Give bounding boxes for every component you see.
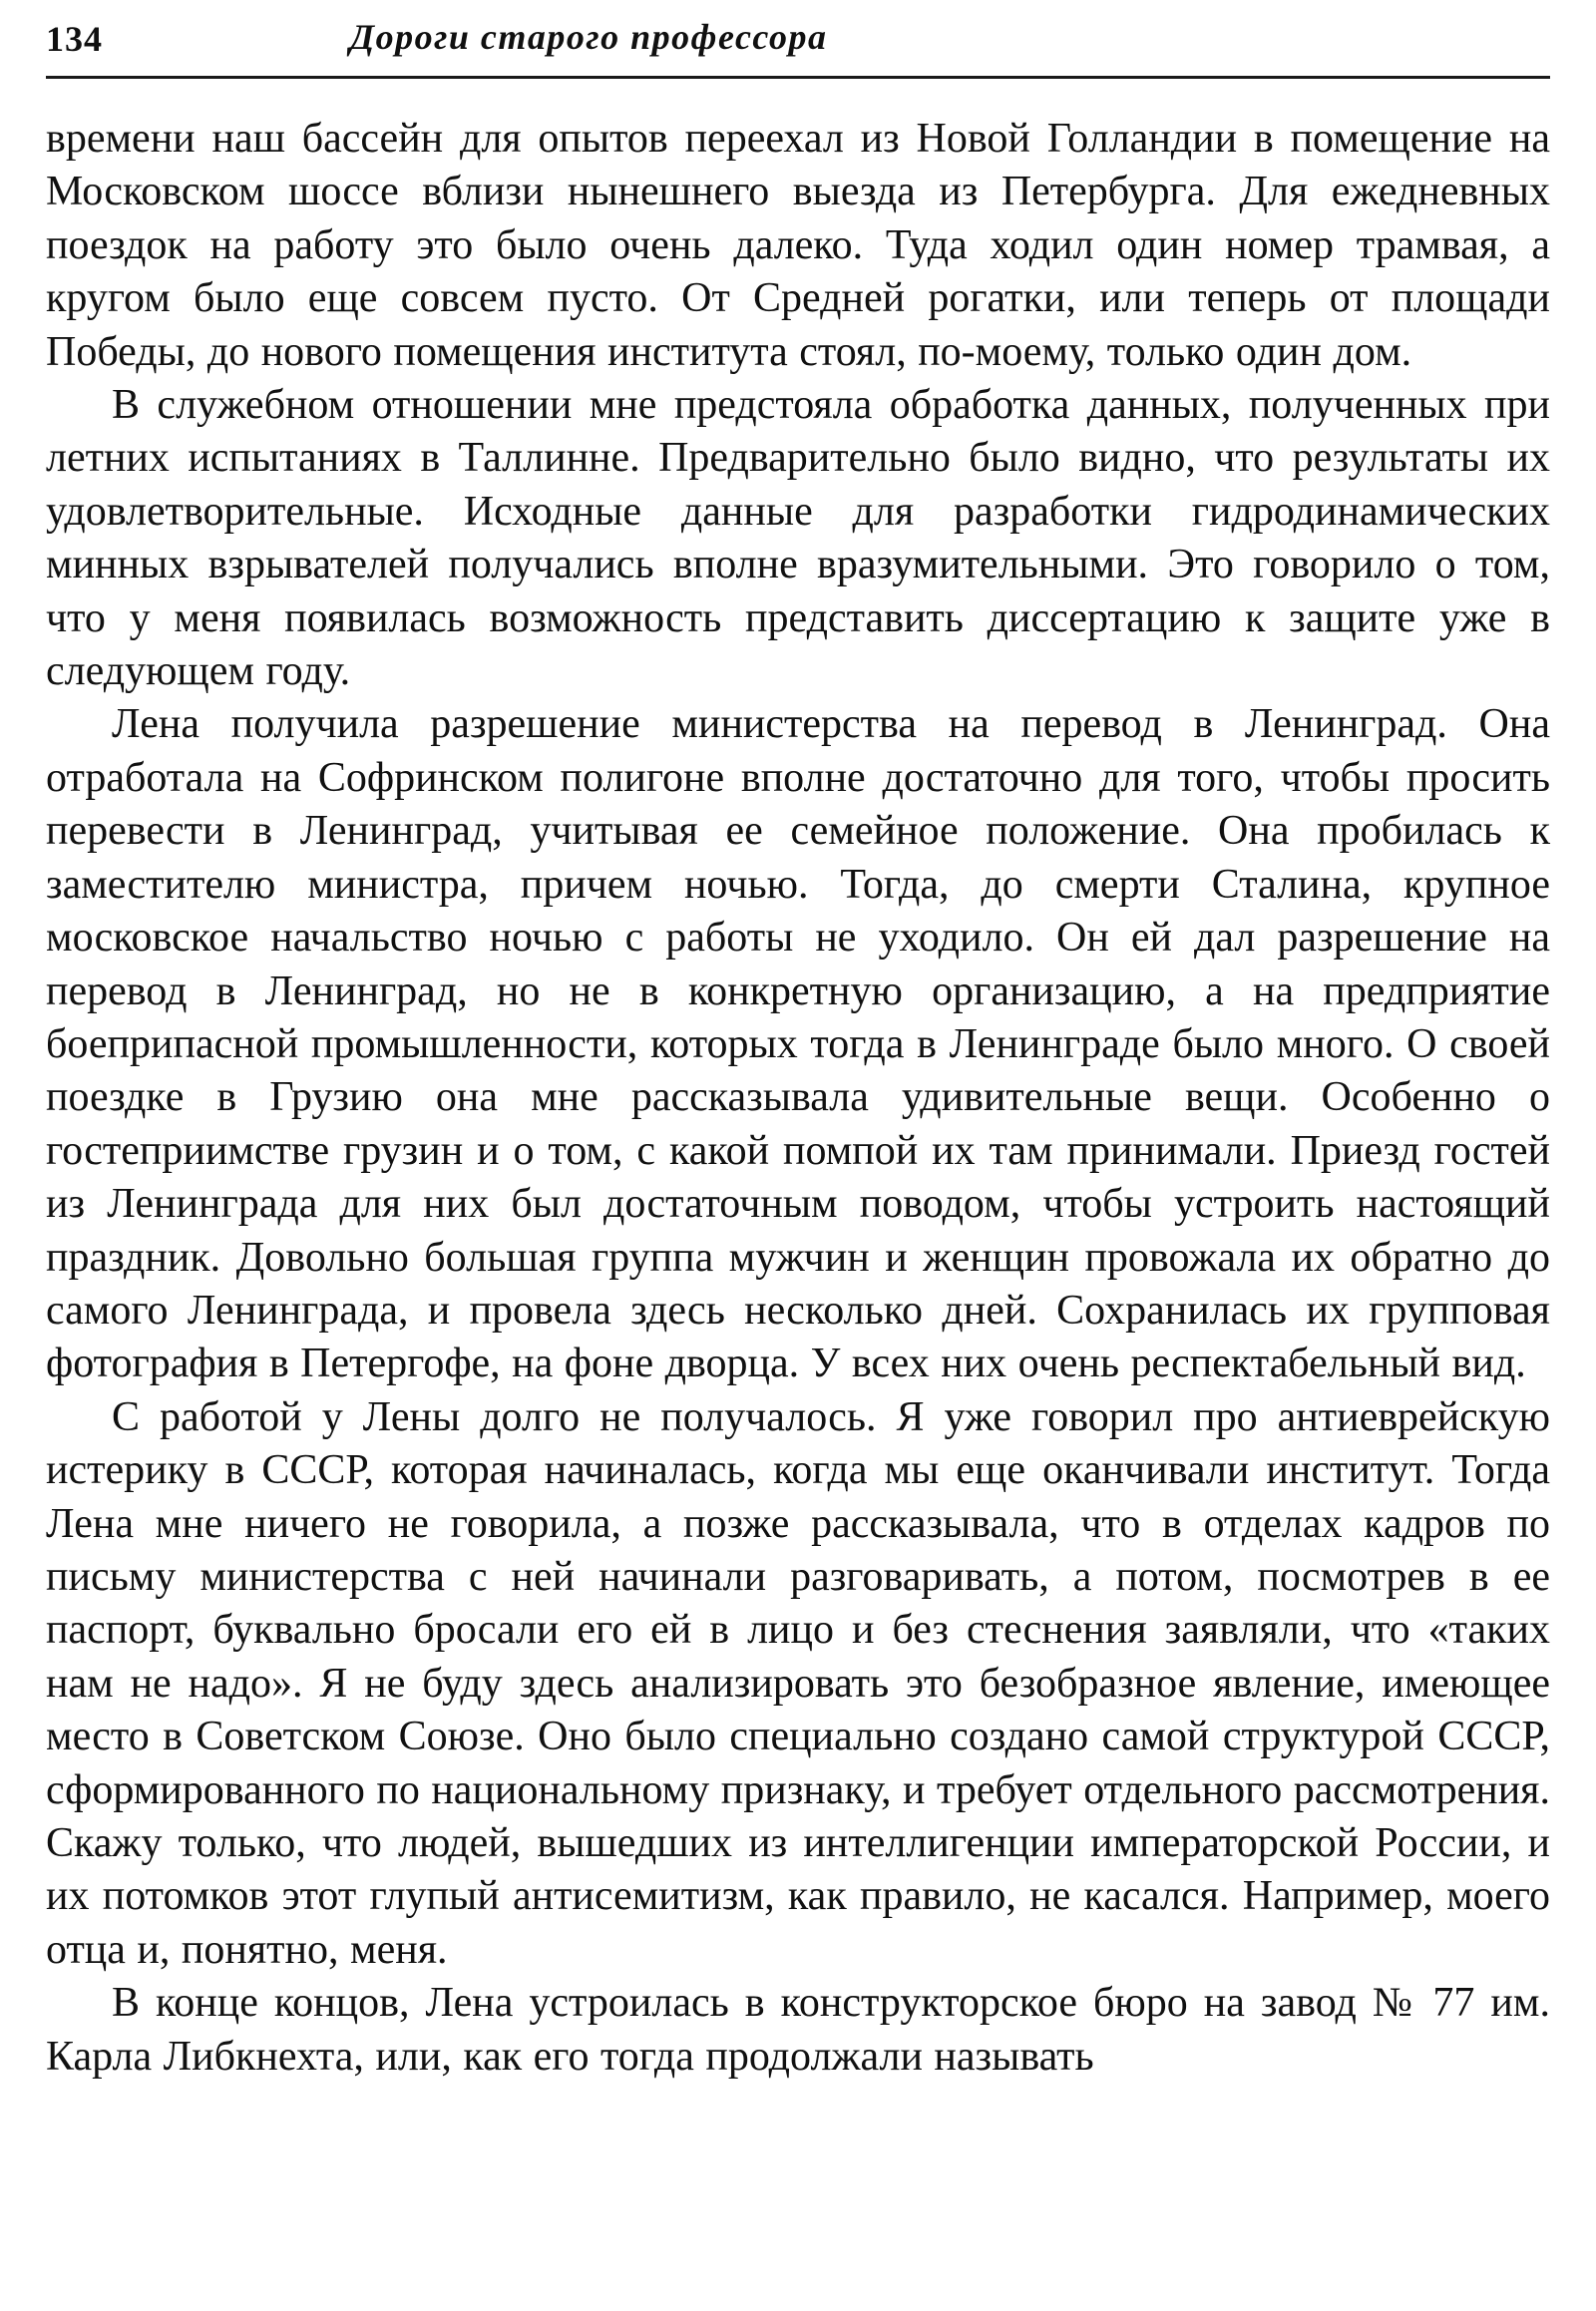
page-number: 134 xyxy=(46,19,103,59)
header-rule xyxy=(46,76,1550,79)
paragraph-3: Лена получила разрешение министерства на перевод в Ленинград. Она отработала на Софринском полигоне вполне достаточно для того, чтобы просить перевести в Ленинград, учитывая ее семейное положение. Она пробилась к заместителю министра, причем ночью. Тогда, до смерти Сталина, крупное московское начальство ночью с работы не уходило. Он ей дал разрешение на перевод в Ленинград, но не в конкретную организацию, а на предприятие боеприпасной промышленности, которых тогда в Ленинграде было много. О своей поездке в Грузию она мне рассказывала удивительные вещи. Особенно о гостеприимстве грузин и о том, с какой помпой их там принимали. Приезд гостей из Ленинграда для них был достаточным поводом, чтобы устроить настоящий праздник. Довольно большая группа мужчин и женщин провожала их обратно до самого Ленинграда, и провела здесь несколько дней. Сохранилась их групповая фотография в Петергофе, на фоне дворца. У всех них очень респектабельный вид. xyxy=(46,701,1550,1387)
paragraph-2: В служебном отношении мне предстояла обработка данных, полученных при летних испытаниях в Таллинне. Предварительно было видно, что результаты их удовлетворительные. Исходные данные для разработки гидродинамических минных взрывателей получались вполне вразумительными. Это говорило о том, что у меня появилась возможность представить диссертацию к защите уже в следующем году. xyxy=(46,382,1550,695)
paragraph-4: С работой у Лены долго не получалось. Я уже говорил про антиеврейскую истерику в СССР, которая начиналась, когда мы еще оканчивали институт. Тогда Лена мне ничего не говорила, а позже рассказывала, что в отделах кадров по письму министерства с ней начинали разговаривать, а потом, посмотрев в ее паспорт, буквально бросали его ей в лицо и без стеснения заявляли, что «таких нам не надо». Я не буду здесь анализировать это безобразное явление, имеющее место в Советском Союзе. Оно было специально создано самой структурой СССР, сформированного по национальному признаку, и требует отдельного рассмотрения. Скажу только, что людей, вышедших из интеллигенции императорской России, и их потомков этот глупый антисемитизм, как правило, не касался. Например, моего отца и, понятно, меня. xyxy=(46,1393,1550,1973)
page-header xyxy=(46,16,1550,68)
running-title: Дороги старого профессора xyxy=(349,17,828,57)
paragraph-1: времени наш бассейн для опытов переехал из Новой Голландии в помещение на Московском шоссе вблизи нынешнего выезда из Петербурга. Для ежедневных поездок на работу это было очень далеко. Туда ходил один номер трамвая, а кругом было еще совсем пусто. От Средней рогатки, или теперь от площади Победы, до нового помещения института стоял, по-моему, только один дом. xyxy=(46,116,1550,375)
page-body xyxy=(46,113,1550,2084)
paragraph-5: В конце концов, Лена устроилась в конструкторское бюро на завод № 77 им. Карла Либкнехта, или, как его тогда продолжали называть xyxy=(46,1980,1550,2080)
